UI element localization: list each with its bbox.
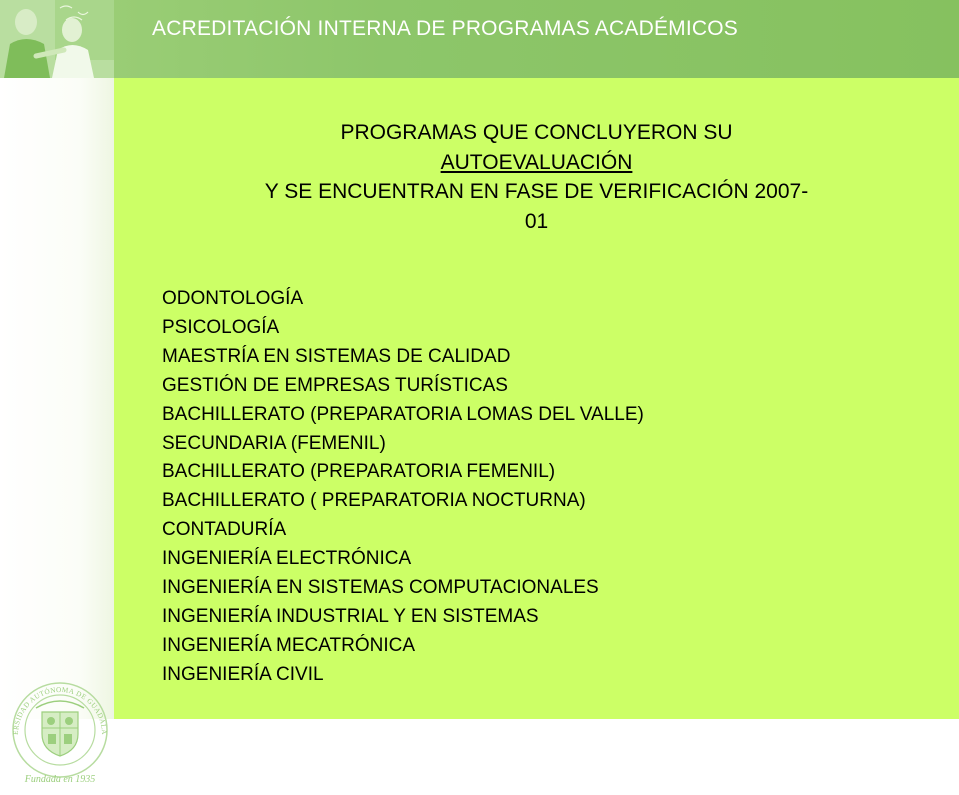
university-seal-icon: [6, 678, 114, 790]
list-item: INGENIERÍA CIVIL: [162, 663, 324, 685]
header-photo: [0, 0, 114, 78]
program-list: [162, 285, 644, 690]
list-item: INGENIERÍA ELECTRÓNICA: [162, 548, 412, 570]
list-item: MAESTRÍA EN SISTEMAS DE CALIDAD: [162, 345, 511, 367]
university-seal: [6, 678, 114, 790]
title-line-4: 01: [524, 209, 549, 233]
slide-header: [0, 0, 959, 78]
list-item: ODONTOLOGÍA: [162, 288, 304, 309]
list-item: PSICOLOGÍA: [162, 316, 280, 338]
title-line-3: Y SE ENCUENTRAN EN FASE DE VERIFICACIÓN 2007-: [264, 180, 809, 203]
list-item: CONTADURÍA: [162, 519, 287, 541]
list-item: INGENIERÍA EN SISTEMAS COMPUTACIONALES: [162, 577, 599, 599]
header-title: ACREDITACIÓN INTERNA DE PROGRAMAS ACADÉMICOS: [152, 17, 738, 40]
title-line-2: AUTOEVALUACIÓN: [440, 150, 633, 174]
list-item: BACHILLERATO (PREPARATORIA LOMAS DEL VALLE): [162, 403, 644, 425]
title-line-1: PROGRAMAS QUE CONCLUYERON SU: [340, 121, 733, 144]
list-item: INGENIERÍA MECATRÓNICA: [162, 634, 416, 656]
list-item: SECUNDARIA (FEMENIL): [162, 432, 386, 454]
slide-title: [114, 118, 959, 236]
list-item: BACHILLERATO ( PREPARATORIA NOCTURNA): [162, 490, 586, 512]
students-photo-icon: [0, 0, 114, 78]
seal-ring-text: ERSIDAD AUTÓNOMA DE GUADALA: [11, 685, 109, 736]
list-item: BACHILLERATO (PREPARATORIA FEMENIL): [162, 461, 556, 483]
list-item: GESTIÓN DE EMPRESAS TURÍSTICAS: [162, 374, 508, 396]
content-panel: [114, 78, 959, 719]
left-sidebar: [0, 78, 114, 785]
list-item: INGENIERÍA INDUSTRIAL Y EN SISTEMAS: [162, 605, 539, 627]
seal-motto: Fundada en 1935: [24, 774, 96, 785]
